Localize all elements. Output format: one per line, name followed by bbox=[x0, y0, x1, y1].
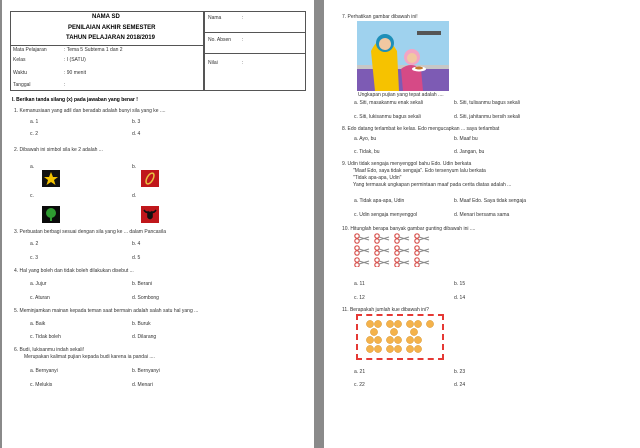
question-9-line-2: "Maaf Edo, saya tidak sengaja". Edo tersenyum lalu berkata bbox=[353, 168, 486, 174]
header-right-divider-1 bbox=[204, 32, 306, 33]
subject-value: : Tema 5 Subtema 1 dan 2 bbox=[64, 47, 123, 53]
q11-option-a: a. 21 bbox=[354, 369, 366, 375]
absen-label: No. Absen bbox=[208, 37, 232, 43]
q4-option-b: b. Berani bbox=[132, 281, 153, 287]
q8-option-b: b. Maaf bu bbox=[454, 136, 478, 142]
bull-head-symbol bbox=[141, 206, 159, 223]
q11-option-d: d. 24 bbox=[454, 382, 466, 388]
q10-option-d: d. 14 bbox=[454, 295, 466, 301]
q1-option-c: c. 2 bbox=[30, 131, 39, 137]
scissors-picture bbox=[354, 233, 449, 267]
question-7-caption: Ungkapan pujian yang tepat adalah .... bbox=[358, 92, 444, 98]
question-10: 10. Hitunglah berapa banyak gambar gunting dibawah ini .... bbox=[342, 226, 476, 232]
q10-option-c: c. 12 bbox=[354, 295, 365, 301]
worksheet-page-2 bbox=[324, 0, 640, 448]
q9-option-a: a. Tidak apa-apa, Udin bbox=[354, 198, 405, 204]
q11-option-b: b. 23 bbox=[454, 369, 466, 375]
school-name: NAMA SD bbox=[92, 14, 120, 20]
q7-option-b: b. Siti, tulisanmu bagus sekali bbox=[454, 100, 520, 106]
star-symbol bbox=[42, 170, 60, 187]
subject-label: Mata Pelajaran bbox=[13, 47, 47, 53]
q8-option-a: a. Ayo, bu bbox=[354, 136, 377, 142]
q6-option-a: a. Bernyanyi bbox=[30, 368, 58, 374]
question-6-line-2: Merupakan kalimat pujian kepada budi karena ia pandai .... bbox=[24, 354, 155, 360]
header-box-right bbox=[204, 11, 306, 91]
question-8: 8. Edo datang terlambat ke kelas. Edo mengucapkan ... saya terlambat bbox=[342, 126, 500, 132]
q6-option-b: b. Bernyanyi bbox=[132, 368, 160, 374]
question-11: 11. Berapakah jumlah kue dibawah ini? bbox=[342, 307, 429, 313]
name-label: Nama bbox=[208, 15, 222, 21]
school-year: TAHUN PELAJARAN 2018/2019 bbox=[66, 35, 155, 41]
score-value: : bbox=[242, 60, 244, 66]
q3-option-d: d. 5 bbox=[132, 255, 141, 261]
q2-option-b: b. bbox=[132, 164, 137, 170]
q10-option-a: a. 11 bbox=[354, 281, 365, 287]
header-divider bbox=[10, 45, 204, 46]
score-label: Nilai bbox=[208, 60, 218, 66]
q1-option-a: a. 1 bbox=[30, 119, 39, 125]
q2-option-d: d. bbox=[132, 193, 137, 199]
q9-option-c: c. Udin sengaja menyenggol bbox=[354, 212, 418, 218]
time-label: Waktu bbox=[13, 70, 27, 76]
q3-option-a: a. 2 bbox=[30, 241, 39, 247]
q9-option-d: d. Menari bersama sama bbox=[454, 212, 510, 218]
instruction: I. Berikan tanda silang (x) pada jawaban yang benar ! bbox=[12, 97, 138, 103]
question-2: 2. Dibawah ini simbol sila ke 2 adalah ... bbox=[14, 147, 103, 153]
q7-option-c: c. Siti, lukisanmu bagus sekali bbox=[354, 114, 421, 120]
q5-option-d: d. Dilarang bbox=[132, 334, 157, 340]
q6-option-d: d. Menari bbox=[132, 382, 153, 388]
q1-option-d: d. 4 bbox=[132, 131, 141, 137]
date-value: : bbox=[64, 82, 66, 88]
q2-option-c: c. bbox=[30, 193, 34, 199]
absen-value: : bbox=[242, 37, 244, 43]
time-value: : 90 menit bbox=[64, 70, 86, 76]
cooking-mother-daughter-picture bbox=[357, 21, 449, 91]
q7-option-a: a. Siti, masakanmu enak sekali bbox=[354, 100, 423, 106]
question-3: 3. Perbuatan berbagi sesuai dengan sila yang ke ... dalam Pancasila bbox=[14, 229, 167, 235]
banyan-tree-symbol bbox=[42, 206, 60, 223]
name-value: : bbox=[242, 15, 244, 21]
q8-option-d: d. Jangan, bu bbox=[454, 149, 485, 155]
class-value: : I (SATU) bbox=[64, 57, 86, 63]
q5-option-a: a. Baik bbox=[30, 321, 46, 327]
q7-option-d: d. Siti, jahitanmu bersih sekali bbox=[454, 114, 521, 120]
question-6: 6. Budi, lukisanmu indah sekali! bbox=[14, 347, 85, 353]
question-7: 7. Perhatikan gambar dibawah ini! bbox=[342, 14, 418, 20]
date-label: Tanggal bbox=[13, 82, 31, 88]
chain-symbol bbox=[141, 170, 159, 187]
question-1: 1. Kemanusiaan yang adil dan beradab adalah bunyi sila yang ke .... bbox=[14, 108, 166, 114]
q5-option-b: b. Buruk bbox=[132, 321, 151, 327]
q4-option-d: d. Sombong bbox=[132, 295, 159, 301]
question-9: 9. Udin tidak sengaja menyenggol bahu Edo. Udin berkata bbox=[342, 161, 472, 167]
q4-option-c: c. Aturan bbox=[30, 295, 50, 301]
q10-option-b: b. 15 bbox=[454, 281, 466, 287]
q5-option-c: c. Tidak boleh bbox=[30, 334, 61, 340]
q8-option-c: c. Tidak, bu bbox=[354, 149, 380, 155]
question-5: 5. Meminjamkan mainan kepada teman saat bermain adalah salah satu hal yang ... bbox=[14, 308, 199, 314]
q4-option-a: a. Jujur bbox=[30, 281, 47, 287]
q2-option-a: a. bbox=[30, 164, 35, 170]
worksheet-page-1 bbox=[2, 0, 314, 448]
q6-option-c: c. Melukis bbox=[30, 382, 53, 388]
question-4: 4. Hal yang boleh dan tidak boleh dilakukan disebut ... bbox=[14, 268, 134, 274]
question-9-line-3: "Tidak apa-apa, Udin" bbox=[353, 175, 402, 181]
exam-title: PENILAIAN AKHIR SEMESTER bbox=[68, 25, 156, 31]
q11-option-c: c. 22 bbox=[354, 382, 365, 388]
q3-option-c: c. 3 bbox=[30, 255, 39, 261]
question-9-line-4: Yang termasuk ungkapan permintaan maaf pada cerita diatas adalah ... bbox=[353, 182, 512, 188]
q9-option-b: b. Maaf Edo. Saya tidak sengaja bbox=[454, 198, 526, 204]
q3-option-b: b. 4 bbox=[132, 241, 141, 247]
header-right-divider-2 bbox=[204, 53, 306, 54]
class-label: Kelas bbox=[13, 57, 26, 63]
cakes-picture bbox=[356, 314, 444, 360]
q1-option-b: b. 3 bbox=[132, 119, 141, 125]
